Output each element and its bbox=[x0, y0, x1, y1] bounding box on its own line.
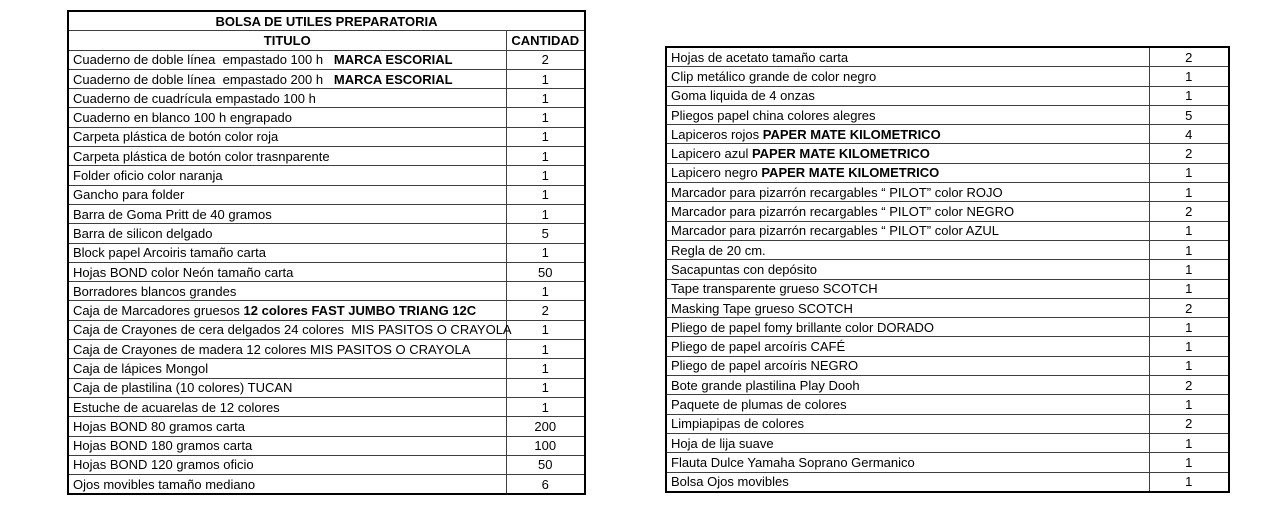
item-title-cell bbox=[68, 69, 506, 88]
item-text: Ojos movibles tamaño mediano bbox=[73, 476, 256, 492]
item-quantity-cell: 1 bbox=[506, 282, 585, 301]
item-quantity-cell: 2 bbox=[1149, 202, 1229, 221]
item-title-cell bbox=[68, 320, 512, 339]
item-text: Borradores blancos grandes bbox=[73, 283, 237, 299]
table-row bbox=[68, 166, 585, 185]
item-quantity-cell: 200 bbox=[506, 417, 585, 436]
table-row bbox=[666, 86, 1229, 105]
item-title-cell bbox=[666, 279, 1149, 298]
item-text: Barra de Goma Pritt de 40 gramos bbox=[73, 206, 272, 222]
table-row bbox=[666, 298, 1229, 317]
item-title-cell bbox=[68, 397, 506, 416]
right-supplies-table bbox=[665, 46, 1230, 493]
item-text: Cuaderno en blanco 100 h engrapado bbox=[73, 110, 293, 126]
item-text: Sacapuntas con depósito bbox=[671, 261, 817, 277]
item-quantity-cell: 2 bbox=[506, 301, 585, 320]
table-row bbox=[68, 127, 585, 146]
column-header-titulo: TITULO bbox=[68, 31, 506, 50]
item-quantity-cell: 1 bbox=[1149, 260, 1229, 279]
item-text: Caja de Crayones de madera 12 colores MIS PASITOS O CRAYOLA bbox=[73, 341, 471, 357]
item-quantity-cell: 1 bbox=[1149, 337, 1229, 356]
table-row bbox=[68, 340, 585, 359]
table-row bbox=[68, 436, 585, 455]
item-title-cell bbox=[68, 204, 506, 223]
item-quantity-cell: 2 bbox=[1149, 47, 1229, 67]
item-title-cell bbox=[666, 318, 1149, 337]
left-table-body bbox=[68, 50, 585, 494]
table-row bbox=[666, 67, 1229, 86]
item-text: Block papel Arcoiris tamaño carta bbox=[73, 245, 266, 261]
table-row bbox=[666, 433, 1229, 452]
item-quantity-cell: 1 bbox=[506, 204, 585, 223]
item-text: Lapiceros rojos bbox=[671, 126, 763, 142]
table-row bbox=[666, 453, 1229, 472]
item-title-cell bbox=[666, 433, 1149, 452]
item-text: Hojas BOND 80 gramos carta bbox=[73, 418, 245, 434]
item-text: Pliegos papel china colores alegres bbox=[671, 107, 876, 123]
item-text: Marcador para pizarrón recargables “ PILOT” color NEGRO bbox=[671, 204, 1015, 220]
item-text: Cuaderno de cuadrícula empastado 100 h bbox=[73, 90, 316, 106]
item-title-cell bbox=[666, 453, 1149, 472]
item-text: Caja de lápices Mongol bbox=[73, 360, 209, 376]
item-title-cell bbox=[68, 301, 506, 320]
item-title-cell bbox=[68, 359, 506, 378]
item-quantity-cell: 1 bbox=[1149, 163, 1229, 182]
item-quantity-cell: 5 bbox=[506, 224, 585, 243]
item-text: Caja de Marcadores gruesos bbox=[73, 303, 244, 319]
item-text: Hojas BOND color Neón tamaño carta bbox=[73, 264, 294, 280]
item-text: Pliego de papel arcoíris CAFÉ bbox=[671, 339, 846, 355]
table-row bbox=[68, 147, 585, 166]
table-row bbox=[666, 279, 1229, 298]
item-quantity-cell: 2 bbox=[506, 50, 585, 69]
item-quantity-cell: 2 bbox=[1149, 414, 1229, 433]
item-title-cell bbox=[68, 166, 506, 185]
item-quantity-cell: 1 bbox=[1149, 221, 1229, 240]
table-row bbox=[666, 183, 1229, 202]
table-row bbox=[68, 204, 585, 223]
table-row bbox=[666, 202, 1229, 221]
item-quantity-cell: 5 bbox=[1149, 105, 1229, 124]
item-quantity-cell: 1 bbox=[1149, 318, 1229, 337]
item-title-cell bbox=[666, 221, 1149, 240]
item-text: Masking Tape grueso SCOTCH bbox=[671, 300, 853, 316]
item-text: Bolsa Ojos movibles bbox=[671, 474, 789, 490]
item-quantity-cell: 1 bbox=[1149, 279, 1229, 298]
item-quantity-cell: 1 bbox=[506, 340, 585, 359]
item-title-cell bbox=[68, 127, 506, 146]
table-row bbox=[68, 282, 585, 301]
table-row bbox=[666, 125, 1229, 144]
item-text: Limpiapipas de colores bbox=[671, 416, 804, 432]
item-quantity-cell: 1 bbox=[506, 185, 585, 204]
item-quantity-cell: 2 bbox=[1149, 144, 1229, 163]
table-header-row bbox=[68, 31, 585, 50]
item-title-cell bbox=[666, 472, 1149, 492]
item-text: Flauta Dulce Yamaha Soprano Germanico bbox=[671, 454, 915, 470]
item-brand-text: PAPER MATE KILOMETRICO bbox=[761, 165, 940, 181]
item-quantity-cell: 1 bbox=[506, 69, 585, 88]
item-title-cell bbox=[68, 224, 506, 243]
table-row bbox=[666, 240, 1229, 259]
table-row bbox=[68, 50, 585, 69]
item-quantity-cell: 1 bbox=[506, 89, 585, 108]
item-title-cell bbox=[68, 147, 506, 166]
left-supplies-table bbox=[67, 10, 586, 495]
item-title-cell bbox=[666, 298, 1149, 317]
item-text: Barra de silicon delgado bbox=[73, 225, 213, 241]
table-row bbox=[666, 260, 1229, 279]
item-title-cell bbox=[68, 243, 506, 262]
table-row bbox=[666, 356, 1229, 375]
item-text: Marcador para pizarrón recargables “ PILOT” color ROJO bbox=[671, 184, 1003, 200]
item-title-cell bbox=[68, 108, 506, 127]
table-row bbox=[68, 397, 585, 416]
item-quantity-cell: 1 bbox=[1149, 240, 1229, 259]
item-title-cell bbox=[666, 414, 1149, 433]
item-brand-text: PAPER MATE KILOMETRICO bbox=[762, 126, 941, 142]
table-row bbox=[666, 105, 1229, 124]
item-text: Hojas de acetato tamaño carta bbox=[671, 49, 849, 65]
table-row bbox=[666, 221, 1229, 240]
item-quantity-cell: 1 bbox=[506, 359, 585, 378]
item-title-cell bbox=[68, 262, 506, 281]
item-text: Goma liquida de 4 onzas bbox=[671, 88, 815, 104]
item-quantity-cell: 1 bbox=[1149, 395, 1229, 414]
item-quantity-cell: 1 bbox=[506, 243, 585, 262]
item-text: Tape transparente grueso SCOTCH bbox=[671, 281, 878, 297]
item-quantity-cell: 1 bbox=[1149, 453, 1229, 472]
item-quantity-cell: 1 bbox=[506, 166, 585, 185]
item-quantity-cell: 1 bbox=[1149, 433, 1229, 452]
item-text: Lapicero negro bbox=[671, 165, 762, 181]
table-row bbox=[68, 359, 585, 378]
table-row bbox=[666, 144, 1229, 163]
item-title-cell bbox=[666, 125, 1149, 144]
item-title-cell bbox=[68, 89, 506, 108]
item-text: Paquete de plumas de colores bbox=[671, 396, 847, 412]
item-quantity-cell: 1 bbox=[506, 147, 585, 166]
item-text: Clip metálico grande de color negro bbox=[671, 68, 877, 84]
item-title-cell bbox=[666, 163, 1149, 182]
item-quantity-cell: 1 bbox=[1149, 472, 1229, 492]
item-quantity-cell: 1 bbox=[1149, 67, 1229, 86]
item-brand-text: PAPER MATE KILOMETRICO bbox=[751, 146, 930, 162]
table-row bbox=[68, 301, 585, 320]
item-text: Cuaderno de doble línea empastado 200 h bbox=[73, 71, 334, 87]
table-row bbox=[68, 69, 585, 88]
item-brand-text: 12 colores FAST JUMBO TRIANG 12C bbox=[243, 303, 477, 319]
table-row bbox=[666, 163, 1229, 182]
item-title-cell bbox=[666, 105, 1149, 124]
item-title-cell bbox=[666, 202, 1149, 221]
item-text: Pliego de papel arcoíris NEGRO bbox=[671, 358, 859, 374]
item-quantity-cell: 1 bbox=[506, 320, 585, 339]
item-title-cell bbox=[666, 260, 1149, 279]
right-table-body bbox=[666, 47, 1229, 492]
table-row bbox=[68, 455, 585, 474]
table-row bbox=[68, 320, 585, 339]
item-text: Gancho para folder bbox=[73, 187, 185, 203]
item-text: Regla de 20 cm. bbox=[671, 242, 766, 258]
item-title-cell bbox=[68, 340, 506, 359]
item-quantity-cell: 1 bbox=[506, 397, 585, 416]
item-title-cell bbox=[666, 376, 1149, 395]
item-title-cell bbox=[68, 417, 506, 436]
item-brand-text: MARCA ESCORIAL bbox=[333, 71, 453, 87]
table-title-row bbox=[68, 11, 585, 31]
table-row bbox=[68, 185, 585, 204]
item-quantity-cell: 1 bbox=[506, 378, 585, 397]
item-title-cell bbox=[666, 47, 1149, 67]
item-title-cell bbox=[68, 282, 506, 301]
item-quantity-cell: 1 bbox=[1149, 86, 1229, 105]
item-title-cell bbox=[666, 67, 1149, 86]
table-row bbox=[68, 108, 585, 127]
item-quantity-cell: 50 bbox=[506, 262, 585, 281]
table-row bbox=[68, 89, 585, 108]
table-row bbox=[68, 417, 585, 436]
item-quantity-cell: 1 bbox=[506, 127, 585, 146]
item-quantity-cell: 1 bbox=[1149, 183, 1229, 202]
item-title-cell bbox=[68, 475, 506, 495]
table-row bbox=[666, 395, 1229, 414]
item-text: Hoja de lija suave bbox=[671, 435, 774, 451]
item-title-cell bbox=[666, 144, 1149, 163]
item-title-cell bbox=[666, 86, 1149, 105]
item-title-cell bbox=[68, 185, 506, 204]
column-header-cantidad: CANTIDAD bbox=[506, 31, 585, 50]
item-quantity-cell: 2 bbox=[1149, 298, 1229, 317]
item-title-cell bbox=[666, 183, 1149, 202]
item-text: Caja de Crayones de cera delgados 24 colores MIS PASITOS O CRAYOLA bbox=[73, 322, 512, 338]
item-quantity-cell: 1 bbox=[1149, 356, 1229, 375]
table-row bbox=[666, 318, 1229, 337]
item-text: Carpeta plástica de botón color trasnparente bbox=[73, 148, 330, 164]
item-text: Folder oficio color naranja bbox=[73, 168, 223, 184]
item-text: Lapicero azul bbox=[671, 146, 752, 162]
item-text: Carpeta plástica de botón color roja bbox=[73, 129, 279, 145]
item-text: Hojas BOND 180 gramos carta bbox=[73, 438, 253, 454]
item-text: Pliego de papel fomy brillante color DORADO bbox=[671, 319, 935, 335]
table-row bbox=[68, 378, 585, 397]
item-quantity-cell: 50 bbox=[506, 455, 585, 474]
item-title-cell bbox=[666, 240, 1149, 259]
item-brand-text: MARCA ESCORIAL bbox=[333, 52, 453, 68]
item-quantity-cell: 2 bbox=[1149, 376, 1229, 395]
item-quantity-cell: 1 bbox=[506, 108, 585, 127]
item-text: Bote grande plastilina Play Dooh bbox=[671, 377, 860, 393]
item-title-cell bbox=[68, 436, 506, 455]
item-title-cell bbox=[68, 455, 506, 474]
item-text: Caja de plastilina (10 colores) TUCAN bbox=[73, 380, 293, 396]
item-text: Hojas BOND 120 gramos oficio bbox=[73, 457, 254, 473]
item-quantity-cell: 100 bbox=[506, 436, 585, 455]
item-title-cell bbox=[666, 395, 1149, 414]
table-row bbox=[666, 376, 1229, 395]
item-title-cell bbox=[666, 337, 1149, 356]
item-title-cell bbox=[68, 378, 506, 397]
table-row bbox=[666, 472, 1229, 492]
item-title-cell bbox=[666, 356, 1149, 375]
item-text: Cuaderno de doble línea empastado 100 h bbox=[73, 52, 334, 68]
table-row bbox=[68, 243, 585, 262]
table-row bbox=[68, 262, 585, 281]
table-row bbox=[666, 47, 1229, 67]
item-quantity-cell: 4 bbox=[1149, 125, 1229, 144]
item-text: Estuche de acuarelas de 12 colores bbox=[73, 399, 280, 415]
table-row bbox=[68, 475, 585, 495]
table-title: BOLSA DE UTILES PREPARATORIA bbox=[68, 11, 585, 31]
table-row bbox=[666, 337, 1229, 356]
item-text: Marcador para pizarrón recargables “ PILOT” color AZUL bbox=[671, 223, 1000, 239]
table-row bbox=[68, 224, 585, 243]
item-title-cell bbox=[68, 50, 506, 69]
table-row bbox=[666, 414, 1229, 433]
item-quantity-cell: 6 bbox=[506, 475, 585, 495]
